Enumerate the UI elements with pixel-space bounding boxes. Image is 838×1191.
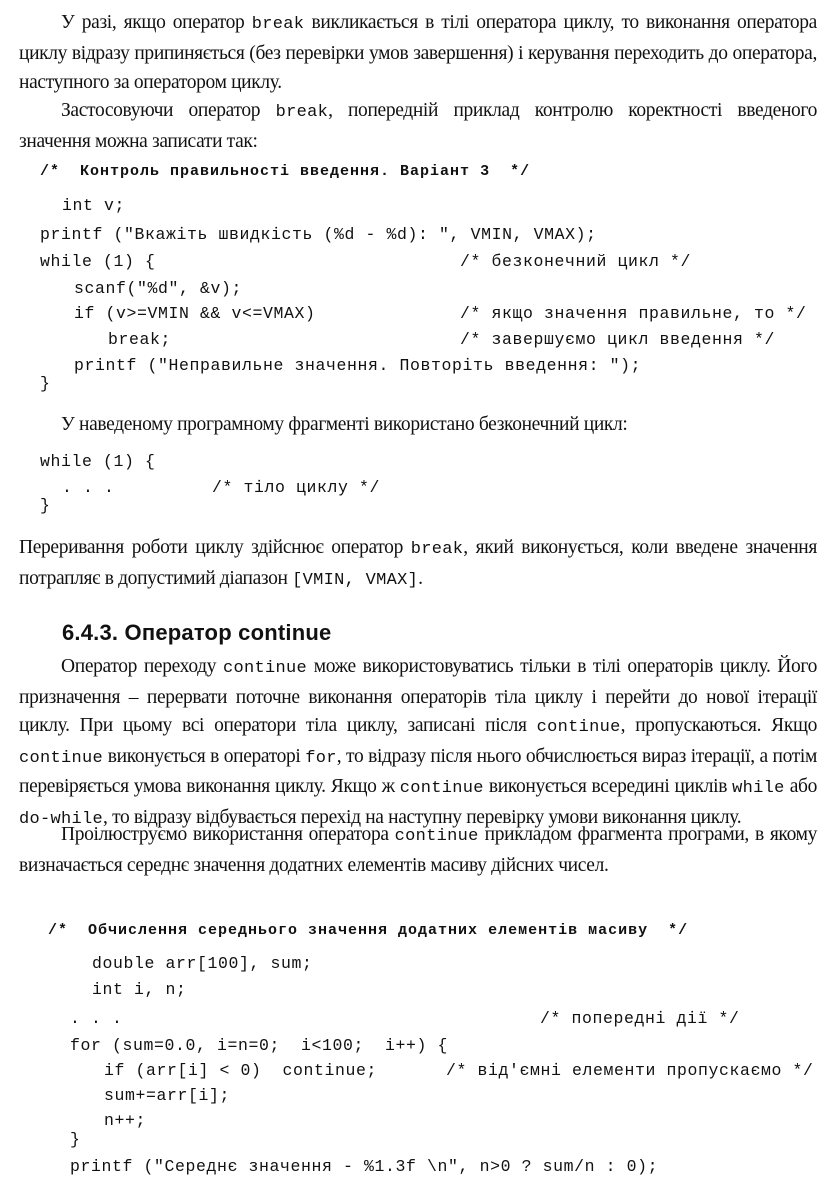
text: виконується всередині циклів (483, 776, 733, 797)
code-line: int v; (62, 196, 126, 215)
inline-code: continue (399, 779, 484, 798)
code-line: n++; (104, 1111, 147, 1130)
section-heading: 6.4.3. Оператор continue (62, 620, 332, 645)
code-comment-header: /* Обчислення середнього значення додатних елементів масиву */ (48, 922, 689, 939)
text: У разі, якщо оператор (61, 12, 252, 33)
text: , який виконується, коли введене значення потрапляє в допустимий діапазон (19, 537, 817, 589)
code-line: } (40, 374, 51, 393)
code-line: break; (108, 330, 172, 349)
code-line: double arr[100], sum; (92, 954, 313, 973)
code-line: for (sum=0.0, i=n=0; i<100; i++) { (70, 1036, 449, 1055)
code-line: scanf("%d", &v); (74, 279, 243, 298)
code-line: . . . (70, 1009, 123, 1028)
paragraph-break-summary (19, 533, 817, 595)
text: , пропускаються. Якщо (620, 715, 818, 736)
code-comment: /* тіло циклу */ (212, 478, 381, 497)
inline-code: break (251, 15, 305, 34)
paragraph-infinite-loop (19, 410, 817, 439)
code-comment: /* якщо значення правильне, то */ (460, 304, 807, 323)
code-line: printf ("Середнє значення - %1.3f \n", n>0 ? sum/n : 0); (70, 1157, 659, 1176)
code-line: sum+=arr[i]; (104, 1086, 231, 1105)
text: . (418, 568, 423, 589)
code-comment: /* попередні дії */ (540, 1009, 740, 1028)
inline-code: do-while (19, 809, 104, 829)
code-comment-header: /* Контроль правильності введення. Варіант 3 */ (40, 163, 531, 180)
code-line: } (70, 1130, 81, 1149)
code-line: printf ("Вкажіть швидкість (%d - %d): ", VMIN, VMAX); (40, 225, 597, 244)
text: може використовуватись тільки в тілі операторів циклу. Його призначення – перервати поточне виконання операторів тіла циклу і перейти до нової ітерації циклу. При цьому всі оператори тіла циклу, записані після (19, 656, 817, 736)
inline-code: [VMIN, VMAX] (292, 571, 419, 590)
text: Застосовуючи оператор (61, 100, 276, 121)
code-line: while (1) { (40, 452, 156, 471)
inline-code: continue (222, 659, 307, 678)
code-line: printf ("Неправильне значення. Повторіть введення: "); (74, 356, 642, 375)
text: У наведеному програмному фрагменті використано безконечний цикл: (61, 414, 628, 435)
text: або (784, 776, 817, 797)
inline-code: break (410, 540, 464, 559)
text: викликається в тілі оператора циклу, то виконання оператора циклу відразу припиняється (без перевірки умов завершення) і керування переходить до оператора, наступного за оператором циклу. (19, 12, 817, 93)
code-line: if (arr[i] < 0) continue; (104, 1061, 378, 1080)
inline-code: break (275, 103, 329, 122)
paragraph-break-intro (19, 8, 817, 97)
paragraph-continue-example (19, 820, 817, 880)
inline-code: continue (19, 748, 104, 768)
text: , то відразу після нього обчислюється вираз ітерації, а потім перевіряється умова виконання циклу. Якщо ж (19, 745, 817, 797)
code-line: if (v>=VMIN && v<=VMAX) (74, 304, 316, 323)
inline-code: continue (536, 718, 621, 737)
text: Проілюструємо використання оператора (61, 824, 395, 845)
text: Оператор переходу (61, 656, 223, 677)
inline-code: while (732, 779, 785, 798)
inline-code: continue (394, 827, 479, 846)
code-comment: /* безконечний цикл */ (460, 252, 692, 271)
inline-code: for (305, 748, 337, 768)
code-comment: /* від'ємні елементи пропускаємо */ (446, 1061, 814, 1080)
text: виконується в операторі (103, 745, 306, 767)
paragraph-break-example (19, 96, 817, 156)
code-comment: /* завершуємо цикл введення */ (460, 330, 776, 349)
paragraph-continue-description (19, 653, 817, 834)
text: прикладом фрагмента програми, в якому визначається середнє значення додатних елементів масиву дійсних чисел. (19, 824, 817, 876)
code-line: . . . (62, 478, 115, 497)
text: , попередній приклад контролю коректності введеного значення можна записати так: (19, 100, 817, 152)
code-line: } (40, 496, 51, 515)
code-line: int i, n; (92, 980, 187, 999)
text: , то відразу відбувається перехід на наступну перевірку умови виконання циклу. (103, 806, 742, 828)
code-line: while (1) { (40, 252, 156, 271)
text: Переривання роботи циклу здійснює оператор (19, 537, 411, 558)
